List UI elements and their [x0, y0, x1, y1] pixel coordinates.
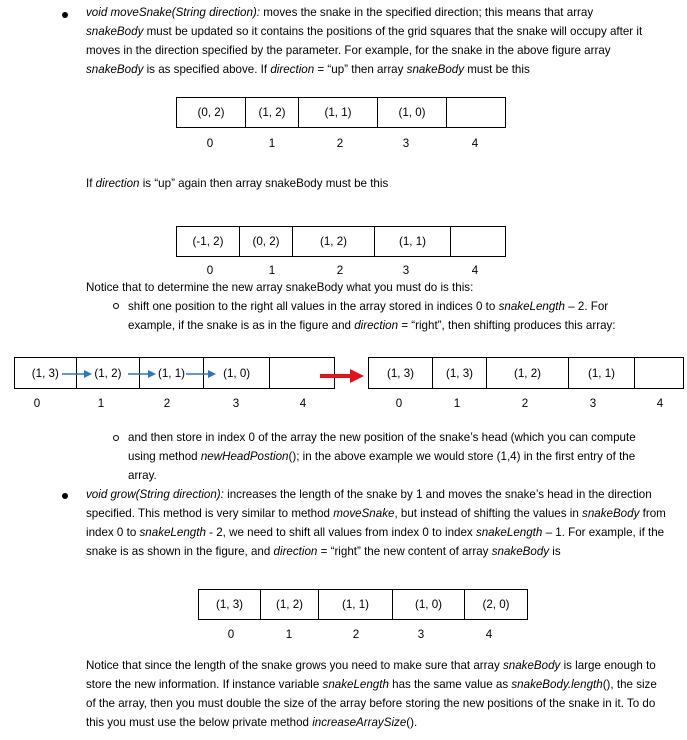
array-after-grow	[198, 589, 528, 620]
array-index: 2	[336, 264, 344, 277]
sub-bullet-circle	[113, 435, 119, 441]
array-index: 3	[232, 397, 240, 410]
transform-arrow-icon	[320, 367, 364, 385]
array-cell: (1, 2)	[487, 358, 569, 388]
array-index: 0	[395, 397, 403, 410]
array-cell: (1, 2)	[246, 98, 299, 127]
array-cell: (1, 1)	[299, 98, 378, 127]
shift-arrow-icon	[128, 366, 156, 382]
array-cell: (1, 0)	[393, 590, 465, 619]
array-cell: (1, 3)	[433, 358, 487, 388]
array-cell: (1, 2)	[261, 590, 319, 619]
array-index: 2	[336, 137, 344, 150]
notice-text: Notice that to determine the new array snakeBody what you must do is this:	[86, 281, 474, 294]
array-index: 1	[285, 628, 293, 641]
grow-description: void grow(String direction): increases the length of the snake by 1 and moves the snake’s head in the direction specified. This method is very similar to method moveSnake, but instead of shifting the values in snakeBody from index 0 to snakeLength - 2, we need to shift all values from index 0 to index snakeLength – 1. For example, if the snake is as shown in the figure, and direction = “right” the new content of array snakeBody is	[86, 488, 666, 558]
array-cell: (1, 3)	[369, 358, 433, 388]
method-signature: void moveSnake(String direction):	[86, 6, 260, 19]
bullet-dot	[62, 12, 68, 18]
array-cell: (1, 1)	[319, 590, 393, 619]
array-index: 4	[485, 628, 493, 641]
sub-bullet-circle	[113, 303, 119, 309]
array-index: 1	[268, 264, 276, 277]
array-cell	[447, 98, 504, 127]
array-cell: (0, 2)	[240, 227, 293, 256]
array-cell: (-1, 2)	[177, 227, 240, 256]
bullet-dot	[62, 493, 68, 499]
array-index: 0	[33, 397, 41, 410]
shift-arrow-icon	[186, 366, 216, 382]
array-index: 1	[97, 397, 105, 410]
array-index: 4	[656, 397, 664, 410]
array-cell	[635, 358, 683, 388]
array-index: 4	[471, 137, 479, 150]
array-index: 0	[206, 137, 214, 150]
array-index: 3	[402, 264, 410, 277]
store-head-description: and then store in index 0 of the array the new position of the snake’s head (which you can compute using method newHeadPostion(); in the above example we would store (1,4) in the first entry of the array.	[128, 431, 636, 482]
array-index: 2	[521, 397, 529, 410]
array-index: 1	[453, 397, 461, 410]
array-index: 3	[589, 397, 597, 410]
shift-description: shift one position to the right all values in the array stored in indices 0 to snakeLength – 2. For example, if the snake is as in the figure and direction = “right”, then shifting produces this array:	[128, 300, 616, 332]
array-index: 0	[206, 264, 214, 277]
array-after-up	[176, 97, 506, 128]
array-cell: (1, 2)	[293, 227, 375, 256]
array-index: 4	[299, 397, 307, 410]
array-cell: (0, 2)	[177, 98, 246, 127]
array-cell: (1, 0)	[378, 98, 447, 127]
array-cell: (2, 0)	[482, 598, 510, 611]
array-index: 4	[471, 264, 479, 277]
array-index: 2	[163, 397, 171, 410]
up-again-text: If direction is “up” again then array snakeBody must be this	[86, 177, 389, 190]
array-cell: (1, 2)	[77, 358, 141, 388]
array-cell	[451, 227, 505, 256]
array-after-up-again	[176, 226, 506, 257]
array-index: 3	[402, 137, 410, 150]
array-after-shift	[368, 357, 684, 389]
array-index: 0	[227, 628, 235, 641]
array-cell: (1, 1)	[375, 227, 451, 256]
array-cell: (1, 3)	[199, 590, 261, 619]
array-cell: (1, 1)	[140, 358, 204, 388]
array-size-notice: Notice that since the length of the snake grows you need to make sure that array snakeBody is large enough to store the new information. If instance variable snakeLength has the same value as snakeBody.length(), the size of the array, then you must double the size of the array before storing the new positions of the snake in it. To do this you must use the below private method increaseArraySize().	[86, 659, 657, 729]
movesnake-description: void moveSnake(String direction): moves the snake in the specified direction; this means that array snakeBody must be updated so it contains the positions of the grid squares that the snake will occupy after it moves in the direction specified by the parameter. For example, for the snake in the above figure array snakeBody is as specified above. If direction = “up” then array snakeBody must be this	[86, 6, 643, 76]
array-index: 1	[268, 137, 276, 150]
array-cell: (1, 1)	[569, 358, 635, 388]
array-cell: (1, 0)	[204, 358, 271, 388]
array-index: 2	[352, 628, 360, 641]
method-signature: void grow(String direction):	[86, 488, 224, 501]
shift-arrow-icon	[62, 366, 92, 382]
array-cell: (1, 3)	[15, 358, 77, 388]
array-index: 3	[417, 628, 425, 641]
